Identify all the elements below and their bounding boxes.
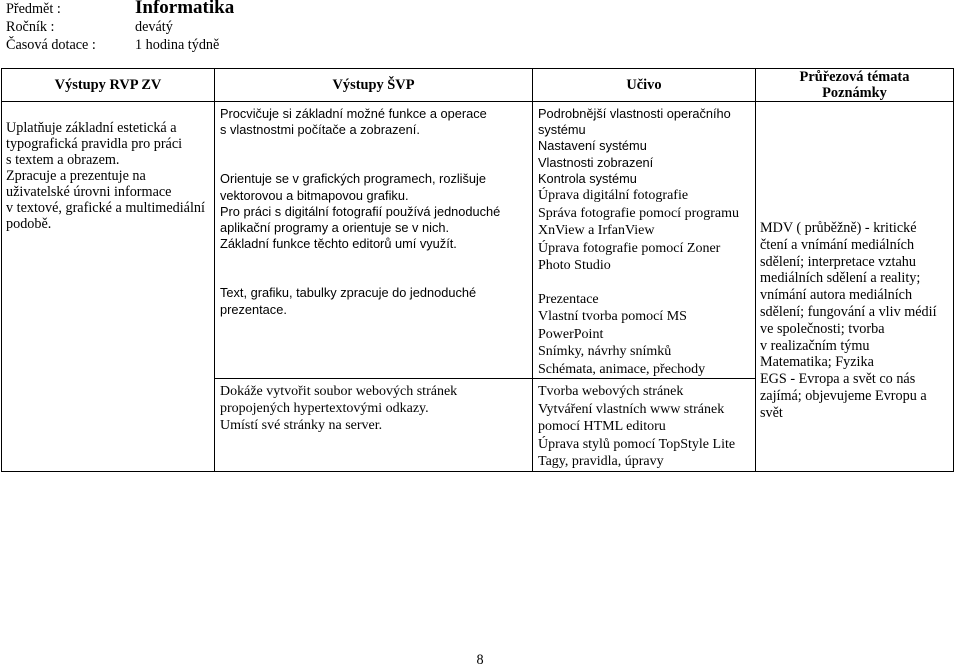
svp-cell bbox=[215, 379, 533, 472]
ucivo-line: Tvorba webových stránek bbox=[538, 384, 684, 400]
ucivo-line: Vlastnosti zobrazení bbox=[538, 154, 654, 170]
svp-line: Text, grafiku, tabulky zpracuje do jednoduché bbox=[220, 285, 477, 301]
pt-line: MDV ( průběžně) - kritické bbox=[760, 220, 917, 236]
grade-value: devátý bbox=[135, 19, 173, 35]
ucivo-block bbox=[538, 187, 751, 275]
ucivo-line: Photo Studio bbox=[538, 258, 611, 274]
rvp-line: podobě. bbox=[6, 216, 52, 232]
ucivo-line: Vlastní tvorba pomocí MS bbox=[538, 309, 687, 325]
grade-label: Ročník : bbox=[6, 19, 55, 35]
col-header-ucivo: Učivo bbox=[533, 69, 756, 102]
col-header-rvp: Výstupy RVP ZV bbox=[2, 69, 215, 102]
curriculum-table bbox=[1, 68, 954, 472]
page-number: 8 bbox=[476, 652, 484, 668]
spacer bbox=[220, 252, 528, 285]
rvp-line: Zpracuje a prezentuje na bbox=[6, 168, 146, 184]
ucivo-line: Kontrola systému bbox=[538, 170, 637, 186]
ucivo-line: Podrobnější vlastnosti operačního bbox=[538, 106, 731, 121]
svp-line: Pro práci s digitální fotografií používá jednoduché bbox=[220, 203, 501, 219]
pt-line: zajímá; objevujeme Evropu a bbox=[760, 387, 927, 404]
svp-block bbox=[220, 106, 528, 138]
svp-line: prezentace. bbox=[220, 301, 287, 317]
rvp-line: typografická pravidla pro práci bbox=[6, 136, 183, 152]
col-header-notes: Poznámky bbox=[822, 85, 887, 101]
ucivo-block bbox=[538, 291, 751, 379]
time-value: 1 hodina týdně bbox=[135, 37, 220, 53]
svp-block bbox=[220, 171, 528, 252]
pt-line: svět bbox=[760, 404, 783, 421]
ucivo-line: PowerPoint bbox=[538, 326, 604, 342]
rvp-line: Uplatňuje základní estetická a bbox=[6, 120, 177, 136]
svp-line: Dokáže vytvořit soubor webových stránek bbox=[220, 384, 458, 400]
ucivo-line: Prezentace bbox=[538, 291, 599, 307]
pt-line: sdělení; interpretace vztahu bbox=[760, 253, 916, 270]
col-header-svp: Výstupy ŠVP bbox=[215, 69, 533, 102]
svp-line: vektorovou a bitmapovou grafiku. bbox=[220, 187, 409, 203]
document-header bbox=[6, 0, 234, 54]
rvp-cell bbox=[2, 102, 215, 472]
spacer bbox=[538, 275, 751, 291]
subject-value: Informatika bbox=[135, 0, 235, 18]
ucivo-line: Úprava digitální fotografie bbox=[538, 188, 689, 204]
svp-line: s vlastnostmi počítače a zobrazení. bbox=[220, 122, 420, 138]
pt-line: EGS - Evropa a svět co nás bbox=[760, 371, 916, 388]
rvp-line: uživatelské úrovni informace bbox=[6, 184, 172, 200]
ucivo-block bbox=[538, 106, 751, 187]
ucivo-line: Vytváření vlastních www stránek bbox=[538, 401, 725, 417]
svp-line: Orientuje se v grafických programech, rozlišuje bbox=[220, 171, 486, 187]
spacer bbox=[220, 138, 528, 171]
ucivo-line: Tagy, pravidla, úpravy bbox=[538, 454, 664, 470]
pt-line: v realizačním týmu bbox=[760, 337, 870, 354]
ucivo-line: Správa fotografie pomocí programu bbox=[538, 205, 739, 221]
time-label: Časová dotace : bbox=[6, 37, 96, 53]
ucivo-line: Úprava fotografie pomocí Zoner bbox=[538, 240, 721, 256]
rvp-line: v textové, grafické a multimediální bbox=[6, 200, 205, 216]
svp-line: Umístí své stránky na server. bbox=[220, 418, 383, 434]
pt-line: ve společnosti; tvorba bbox=[760, 320, 885, 337]
svp-line: Procvičuje si základní možné funkce a operace bbox=[220, 106, 487, 121]
ucivo-cell bbox=[533, 102, 756, 379]
rvp-line: s textem a obrazem. bbox=[6, 152, 120, 168]
ucivo-line: Snímky, návrhy snímků bbox=[538, 344, 672, 360]
pt-line: sdělení; fungování a vliv médií bbox=[760, 303, 937, 320]
table-row bbox=[2, 102, 954, 379]
pt-line: vnímání autora mediálních bbox=[760, 287, 913, 304]
ucivo-line: pomocí HTML editoru bbox=[538, 419, 666, 435]
pt-line: čtení a vnímání mediálních bbox=[760, 236, 915, 253]
col-header-pt-title: Průřezová témata bbox=[799, 69, 910, 85]
cross-curricular-cell bbox=[756, 102, 954, 472]
ucivo-cell bbox=[533, 379, 756, 472]
col-header-pt bbox=[756, 69, 954, 102]
svp-block bbox=[220, 285, 528, 317]
subject-label: Předmět : bbox=[6, 1, 61, 17]
grade-row bbox=[6, 18, 234, 36]
svp-line: aplikační programy a orientuje se v nich. bbox=[220, 220, 450, 236]
ucivo-line: Schémata, animace, přechody bbox=[538, 361, 706, 377]
ucivo-line: Nastavení systému bbox=[538, 138, 647, 154]
pt-line: mediálních sdělení a reality; bbox=[760, 270, 921, 287]
svp-line: propojených hypertextovými odkazy. bbox=[220, 401, 429, 417]
svp-line: Základní funkce těchto editorů umí využít. bbox=[220, 236, 457, 252]
table-header-row bbox=[2, 69, 954, 102]
ucivo-line: XnView a IrfanView bbox=[538, 223, 655, 239]
time-row bbox=[6, 36, 234, 54]
pt-line: Matematika; Fyzika bbox=[760, 354, 874, 371]
svp-cell bbox=[215, 102, 533, 379]
subject-row bbox=[6, 0, 234, 18]
ucivo-line: systému bbox=[538, 122, 586, 138]
ucivo-line: Úprava stylů pomocí TopStyle Lite bbox=[538, 436, 736, 452]
